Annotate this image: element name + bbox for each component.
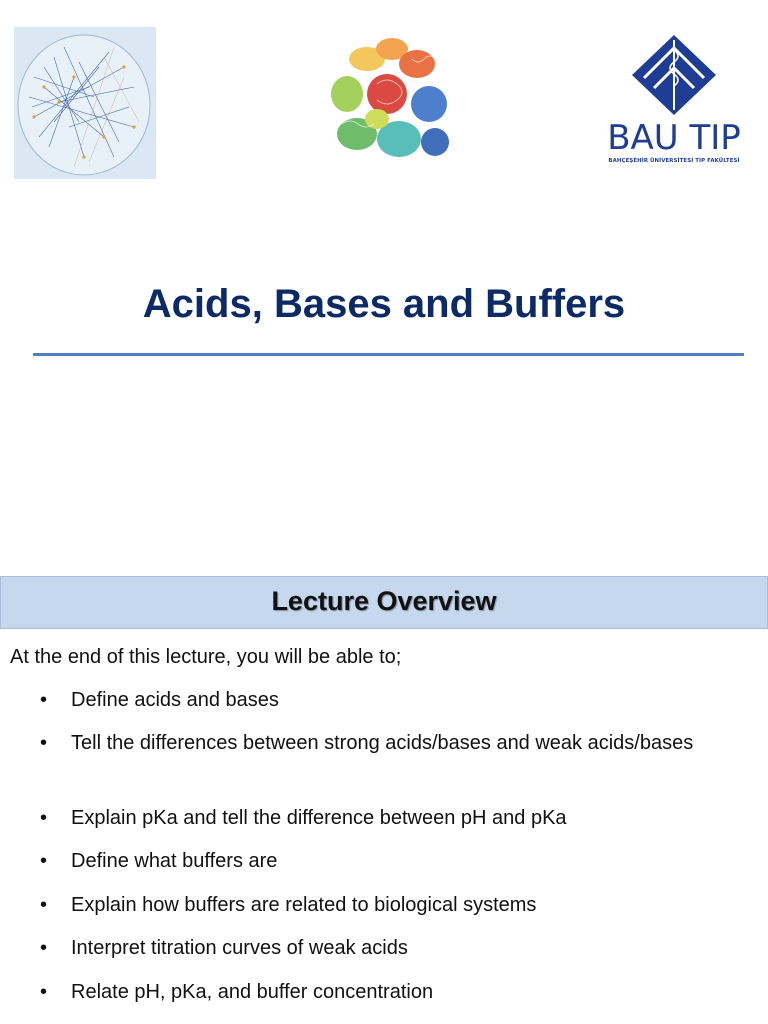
network-diagram-image xyxy=(14,27,156,179)
bullet-icon: • xyxy=(40,807,48,829)
intro-text: At the end of this lecture, you will be able to; xyxy=(10,646,402,668)
list-item-text: Define what buffers are xyxy=(71,850,278,872)
protein-structure-image xyxy=(317,24,463,178)
bullet-icon: • xyxy=(40,850,48,872)
bau-tip-logo xyxy=(596,30,752,170)
list-item xyxy=(40,846,752,877)
list-item xyxy=(40,728,752,759)
list-item-text: Explain pKa and tell the difference between pH and pKa xyxy=(71,807,567,829)
bullet-icon: • xyxy=(40,689,48,711)
logo-subtitle: BAHÇEŞEHİR ÜNİVERSİTESİ TIP FAKÜLTESİ xyxy=(608,158,740,164)
list-item xyxy=(40,685,752,716)
slide-title: Acids, Bases and Buffers xyxy=(142,282,626,326)
bullet-icon: • xyxy=(40,981,48,1003)
list-item xyxy=(40,803,752,834)
bullet-icon: • xyxy=(40,732,48,754)
bullet-icon: • xyxy=(40,937,48,959)
list-item-text: Define acids and bases xyxy=(71,689,279,711)
list-item-text: Relate pH, pKa, and buffer concentration xyxy=(71,981,434,1003)
list-item-text: Interpret titration curves of weak acids xyxy=(71,937,408,959)
list-item-text: Explain how buffers are related to biological systems xyxy=(71,894,537,916)
list-item xyxy=(40,933,752,964)
list-item xyxy=(40,890,752,921)
bullet-icon: • xyxy=(40,894,48,916)
title-divider xyxy=(33,353,744,356)
list-item xyxy=(40,977,752,1008)
logo-emblem-icon xyxy=(596,30,752,120)
list-item-text: Tell the differences between strong acids/bases and weak acids/bases xyxy=(71,732,694,754)
overview-heading: Lecture Overview xyxy=(271,586,497,616)
slide-separator xyxy=(0,560,768,576)
logo-text: BAU TIP xyxy=(607,118,741,158)
overview-slide xyxy=(0,576,768,1024)
